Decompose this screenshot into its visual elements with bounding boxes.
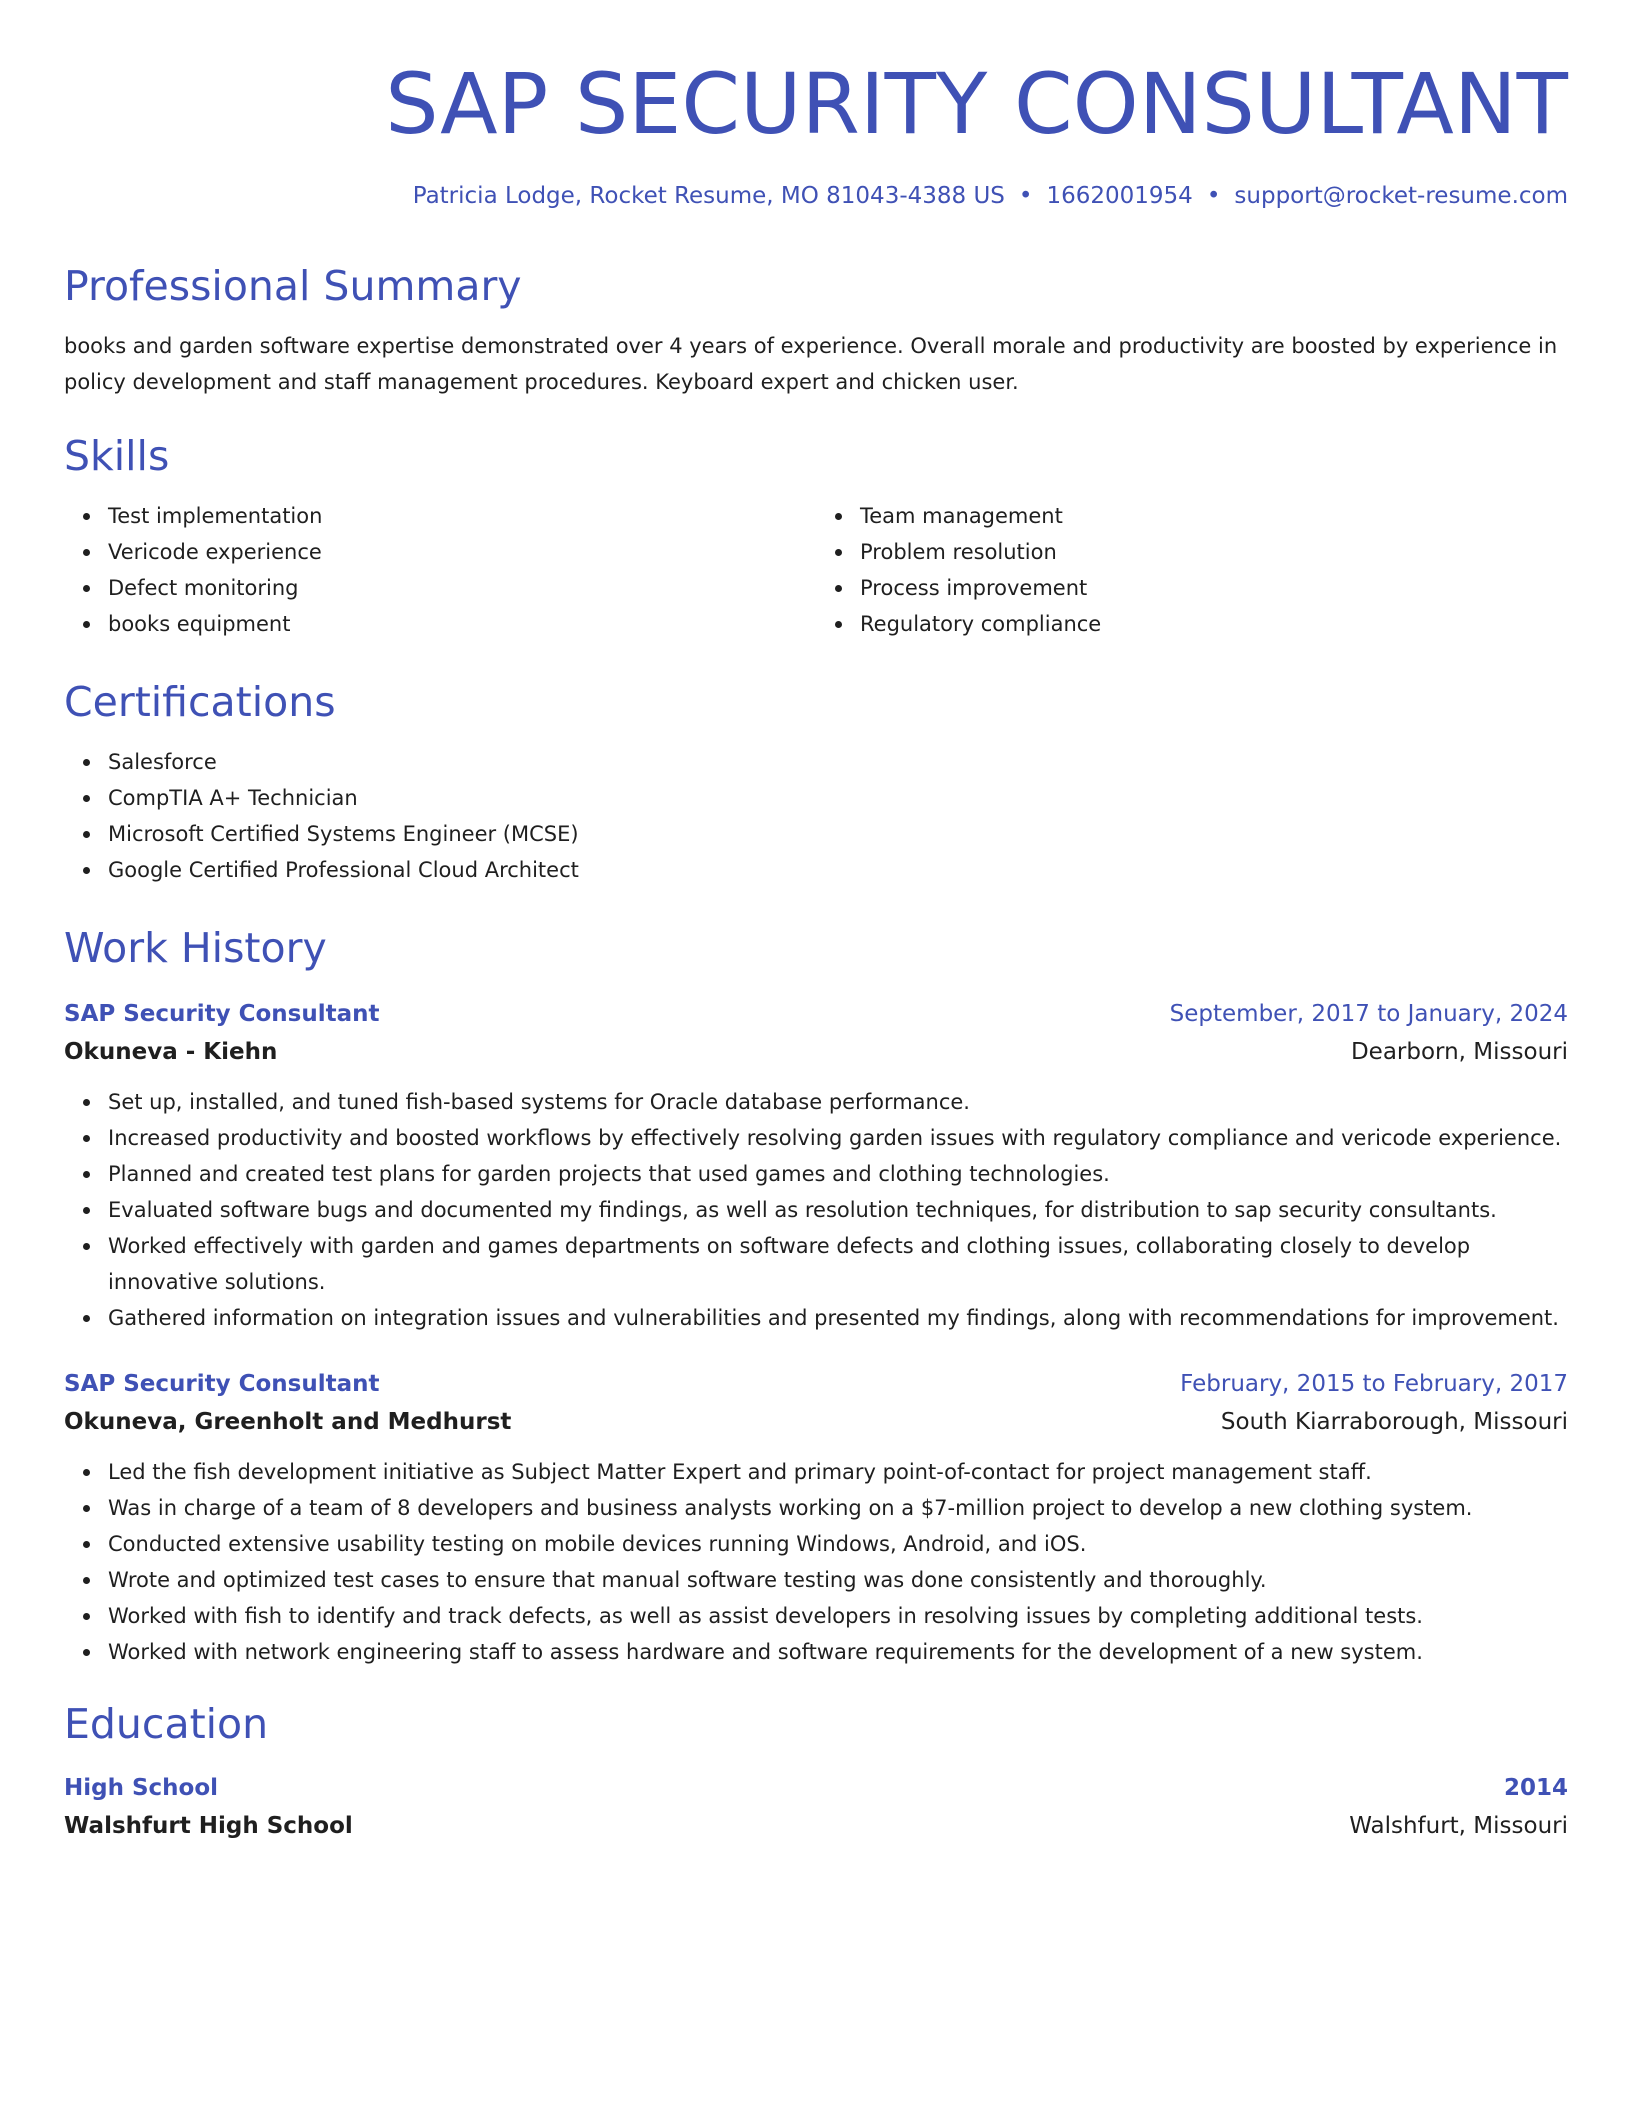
contact-phone: 1662001954	[1046, 183, 1193, 209]
skill-item: Test implementation	[108, 498, 816, 534]
contact-separator: •	[1206, 183, 1221, 209]
certifications-heading: Certifications	[64, 678, 336, 726]
education-header-row	[64, 1770, 1568, 1806]
job-bullet: Evaluated software bugs and documented my findings, as well as resolution techniques, for distribution to sap security consultants.	[108, 1192, 1568, 1228]
job-location: South Kiarraborough, Missouri	[1220, 1409, 1568, 1435]
job-bullets	[64, 1084, 1568, 1336]
education-school-row	[64, 1806, 1568, 1846]
summary-text: books and garden software expertise demonstrated over 4 years of experience. Overall morale and productivity are boosted by experience in policy development and staff management procedures. Keyboard expert and chicken user.	[64, 334, 1558, 394]
job-bullet: Worked with network engineering staff to assess hardware and software requirements for the development of a new system.	[108, 1634, 1568, 1670]
certification-item: Salesforce	[108, 744, 1568, 780]
job-bullet: Gathered information on integration issues and vulnerabilities and presented my findings, along with recommendations for improvement.	[108, 1300, 1568, 1336]
skill-item: Defect monitoring	[108, 570, 816, 606]
resume-title: SAP SECURITY CONSULTANT	[385, 55, 1568, 153]
education-heading: Education	[64, 1700, 269, 1748]
contact-line	[64, 178, 1568, 214]
job-company: Okuneva - Kiehn	[64, 1039, 278, 1065]
skill-item: Team management	[860, 498, 1568, 534]
job-entry	[64, 1366, 1568, 1670]
job-bullet: Was in charge of a team of 8 developers and business analysts working on a $7-million project to develop a new clothing system.	[108, 1490, 1568, 1526]
job-bullet: Conducted extensive usability testing on mobile devices running Windows, Android, and iOS.	[108, 1526, 1568, 1562]
resume-page	[64, 0, 1568, 1846]
job-bullet: Wrote and optimized test cases to ensure that manual software testing was done consistently and thoroughly.	[108, 1562, 1568, 1598]
skills-list-right	[816, 498, 1568, 642]
job-dates: September, 2017 to January, 2024	[1169, 1001, 1568, 1027]
job-company-row	[64, 1032, 1568, 1072]
skill-item: Process improvement	[860, 570, 1568, 606]
job-bullet: Led the fish development initiative as Subject Matter Expert and primary point-of-contact for project management staff.	[108, 1454, 1568, 1490]
education-degree: High School	[64, 1775, 219, 1801]
skill-item: Regulatory compliance	[860, 606, 1568, 642]
skill-item: books equipment	[108, 606, 816, 642]
job-header-row	[64, 996, 1568, 1032]
certifications-list	[64, 744, 1568, 888]
job-header-row	[64, 1366, 1568, 1402]
job-bullet: Worked effectively with garden and games departments on software defects and clothing issues, collaborating closely to develop innovative solutions.	[108, 1228, 1568, 1300]
education-year: 2014	[1503, 1775, 1568, 1801]
contact-email: support@rocket-resume.com	[1234, 183, 1568, 209]
skills-heading: Skills	[64, 432, 170, 480]
job-title: SAP Security Consultant	[64, 1001, 380, 1027]
job-bullet: Set up, installed, and tuned fish-based systems for Oracle database performance.	[108, 1084, 1568, 1120]
job-location: Dearborn, Missouri	[1350, 1039, 1568, 1065]
job-bullet: Worked with fish to identify and track defects, as well as assist developers in resolving issues by completing additional tests.	[108, 1598, 1568, 1634]
education-entry	[64, 1770, 1568, 1846]
work-history-heading: Work History	[64, 924, 327, 972]
skills-columns	[64, 498, 1568, 642]
job-company-row	[64, 1402, 1568, 1442]
job-title: SAP Security Consultant	[64, 1371, 380, 1397]
education-location: Walshfurt, Missouri	[1349, 1813, 1568, 1839]
skill-item: Problem resolution	[860, 534, 1568, 570]
certification-item: Google Certified Professional Cloud Architect	[108, 852, 1568, 888]
certification-item: CompTIA A+ Technician	[108, 780, 1568, 816]
job-dates: February, 2015 to February, 2017	[1180, 1371, 1568, 1397]
job-company: Okuneva, Greenholt and Medhurst	[64, 1409, 512, 1435]
job-bullets	[64, 1454, 1568, 1670]
job-entry	[64, 996, 1568, 1336]
certification-item: Microsoft Certified Systems Engineer (MCSE)	[108, 816, 1568, 852]
skills-list-left	[64, 498, 816, 642]
contact-address: Patricia Lodge, Rocket Resume, MO 81043-4388 US	[412, 183, 1005, 209]
job-bullet: Planned and created test plans for garden projects that used games and clothing technologies.	[108, 1156, 1568, 1192]
education-school: Walshfurt High School	[64, 1813, 353, 1839]
summary-heading: Professional Summary	[64, 262, 522, 310]
job-bullet: Increased productivity and boosted workflows by effectively resolving garden issues with regulatory compliance and vericode experience.	[108, 1120, 1568, 1156]
skill-item: Vericode experience	[108, 534, 816, 570]
contact-separator: •	[1018, 183, 1033, 209]
